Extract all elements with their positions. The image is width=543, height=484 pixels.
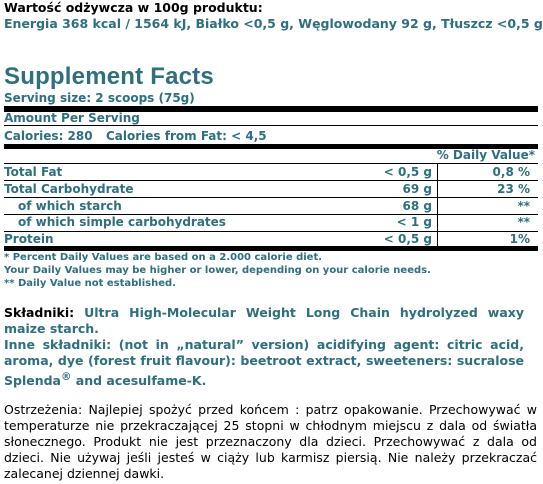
ingredients-section <box>4 305 524 389</box>
nutrient-label: of which simple carbohydrates <box>18 215 226 229</box>
calories: Calories: 280 <box>4 129 93 143</box>
serving-size: Serving size: 2 scoops (75g) <box>4 91 195 105</box>
ingredients-label: Składniki: <box>4 305 75 320</box>
ingredients-text: Ultra High-Molecular Weight Long Chain hydrolyzed waxy maize starch. <box>4 305 524 336</box>
nutrition-values: Energia 368 kcal / 1564 kJ, Białko <0,5 g, Węglowodany 92 g, Tłuszcz <0,5 g <box>4 16 543 31</box>
other-ingredients-text: (not in „natural” version) acidifying agent: citric acid, aroma, dye (forest fruit flavour): beetroot extract, sweeteners: sucralose Splenda <box>4 337 524 389</box>
nutrient-daily-value: 1% <box>509 232 530 246</box>
divider <box>4 125 538 126</box>
nutrient-amount: 68 g <box>402 199 432 213</box>
table-row <box>4 199 538 215</box>
supplement-facts-title: Supplement Facts <box>4 63 214 90</box>
divider <box>4 180 538 181</box>
nutrient-amount: < 0,5 g <box>383 165 432 179</box>
other-ingredients-label: Inne składniki: <box>4 337 112 352</box>
nutrient-label: Protein <box>4 232 54 246</box>
nutrient-amount: < 1 g <box>396 215 432 229</box>
nutrient-daily-value: ** <box>517 199 530 213</box>
other-ingredients-end: and acesulfame-K. <box>75 373 207 389</box>
nutrient-daily-value: ** <box>517 215 530 229</box>
nutrient-amount: 69 g <box>402 182 432 196</box>
table-row <box>4 215 538 231</box>
nutrition-title: Wartość odżywcza w 100g produktu: <box>4 0 263 15</box>
amount-per-serving: Amount Per Serving <box>4 111 140 125</box>
nutrient-amount: < 0,5 g <box>383 232 432 246</box>
table-row <box>4 182 538 198</box>
nutrient-daily-value: 23 % <box>497 182 530 196</box>
nutrient-label: Total Fat <box>4 165 63 179</box>
registered-mark: ® <box>61 371 72 383</box>
nutrient-label: Total Carbohydrate <box>4 182 134 196</box>
divider <box>4 163 538 164</box>
warning-text: Ostrzeżenia: Najlepiej spożyć przed końcem : patrz opakowanie. Przechowywać w temperaturze nie przekraczającej 25 stopni w chłodnym miejscu z dala od światła słonecznego. Produkt nie jest przeznaczony dla dzieci. Przechowywać z dala od dzieci. Nie używaj jeśli jesteś w ciąży lub karmisz piersią. Nie należy przekraczać zalecanej dziennej dawki. <box>4 402 537 481</box>
footnote: Your Daily Values may be higher or lower, depending on your calorie needs. <box>4 265 431 276</box>
daily-value-header: % Daily Value* <box>436 148 535 162</box>
nutrient-label: of which starch <box>18 199 122 213</box>
footnote: * Percent Daily Values are based on a 2.000 calorie diet. <box>4 252 323 263</box>
footnote: ** Daily Value not established. <box>4 278 176 289</box>
calories-from-fat: Calories from Fat: < 4,5 <box>106 129 267 143</box>
thick-divider <box>4 246 538 251</box>
nutrient-daily-value: 0,8 % <box>492 165 530 179</box>
table-row <box>4 165 538 181</box>
divider <box>4 197 538 198</box>
